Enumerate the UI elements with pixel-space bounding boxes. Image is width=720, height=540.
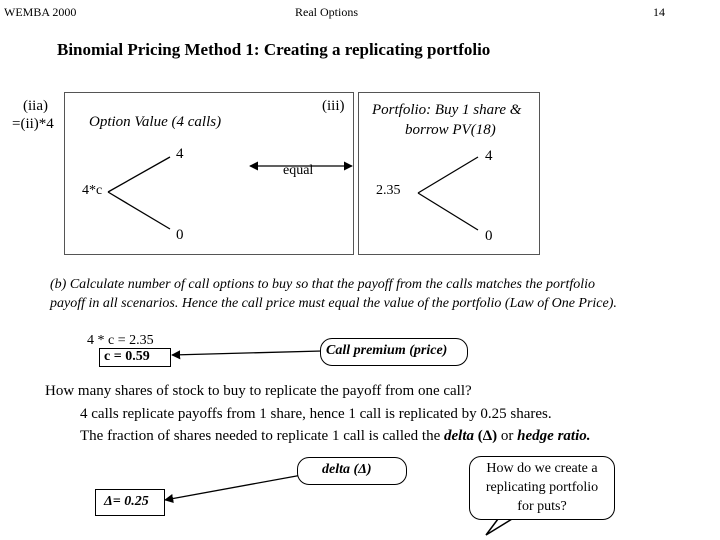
call-premium-arrow: [172, 351, 322, 355]
portfolio-tree-up-branch: [418, 157, 478, 193]
portfolio-tree-down-branch: [418, 193, 478, 230]
shares-answer: 4 calls replicate payoffs from 1 share, hence 1 call is replicated by 0.25 shares.: [80, 406, 552, 422]
portfolio-heading-line1: Portfolio: Buy 1 share &: [372, 102, 522, 118]
portfolio-heading-line2: borrow PV(18): [405, 122, 496, 138]
header-course: WEMBA 2000: [4, 5, 77, 19]
bubble-tail: [486, 519, 512, 535]
hedge-ratio-term: hedge ratio.: [517, 428, 591, 444]
puts-question-line1: How do we create a: [486, 461, 598, 476]
puts-question-line3: for puts?: [517, 499, 567, 514]
portfolio-tree-down: 0: [485, 228, 493, 244]
label-iii: (iii): [322, 98, 345, 114]
portfolio-tree-up: 4: [485, 148, 493, 164]
c-value: c = 0.59: [104, 349, 150, 364]
call-premium-label: Call premium (price): [326, 343, 448, 358]
delta-label: delta (Δ): [322, 462, 372, 477]
delta-definition: [80, 428, 591, 445]
delta-definition-prefix: The fraction of shares needed to replicate 1 call is called the: [80, 428, 441, 444]
option-tree-down: 0: [176, 227, 184, 243]
label-ii-times-4: =(ii)*4: [12, 116, 54, 132]
header-topic: Real Options: [295, 5, 358, 19]
shares-question: How many shares of stock to buy to replicate the payoff from one call?: [45, 383, 472, 399]
option-tree-down-branch: [108, 192, 170, 229]
delta-definition-word: delta: [444, 428, 474, 444]
portfolio-tree-root: 2.35: [376, 183, 401, 198]
part-b-line2: payoff in all scenarios. Hence the call price must equal the value of the portfolio (Law of One Price).: [50, 296, 617, 311]
page-number: 14: [653, 5, 665, 19]
option-tree-up: 4: [176, 146, 184, 162]
option-value-heading: Option Value (4 calls): [89, 114, 222, 130]
option-tree-up-branch: [108, 157, 170, 192]
delta-definition-symbol: (Δ): [477, 428, 498, 444]
delta-definition-or: or: [500, 428, 514, 444]
option-tree-root: 4*c: [82, 183, 103, 198]
delta-value: Δ= 0.25: [104, 494, 149, 509]
delta-arrow: [165, 473, 313, 500]
equation-line1: 4 * c = 2.35: [87, 333, 154, 348]
label-iia: (iia): [23, 98, 48, 114]
equal-label: equal: [283, 163, 314, 178]
part-b-line1: (b) Calculate number of call options to buy so that the payoff from the calls matches the portfolio: [50, 277, 596, 292]
puts-question-line2: replicating portfolio: [485, 480, 599, 495]
page-title: Binomial Pricing Method 1: Creating a replicating portfolio: [57, 40, 491, 59]
